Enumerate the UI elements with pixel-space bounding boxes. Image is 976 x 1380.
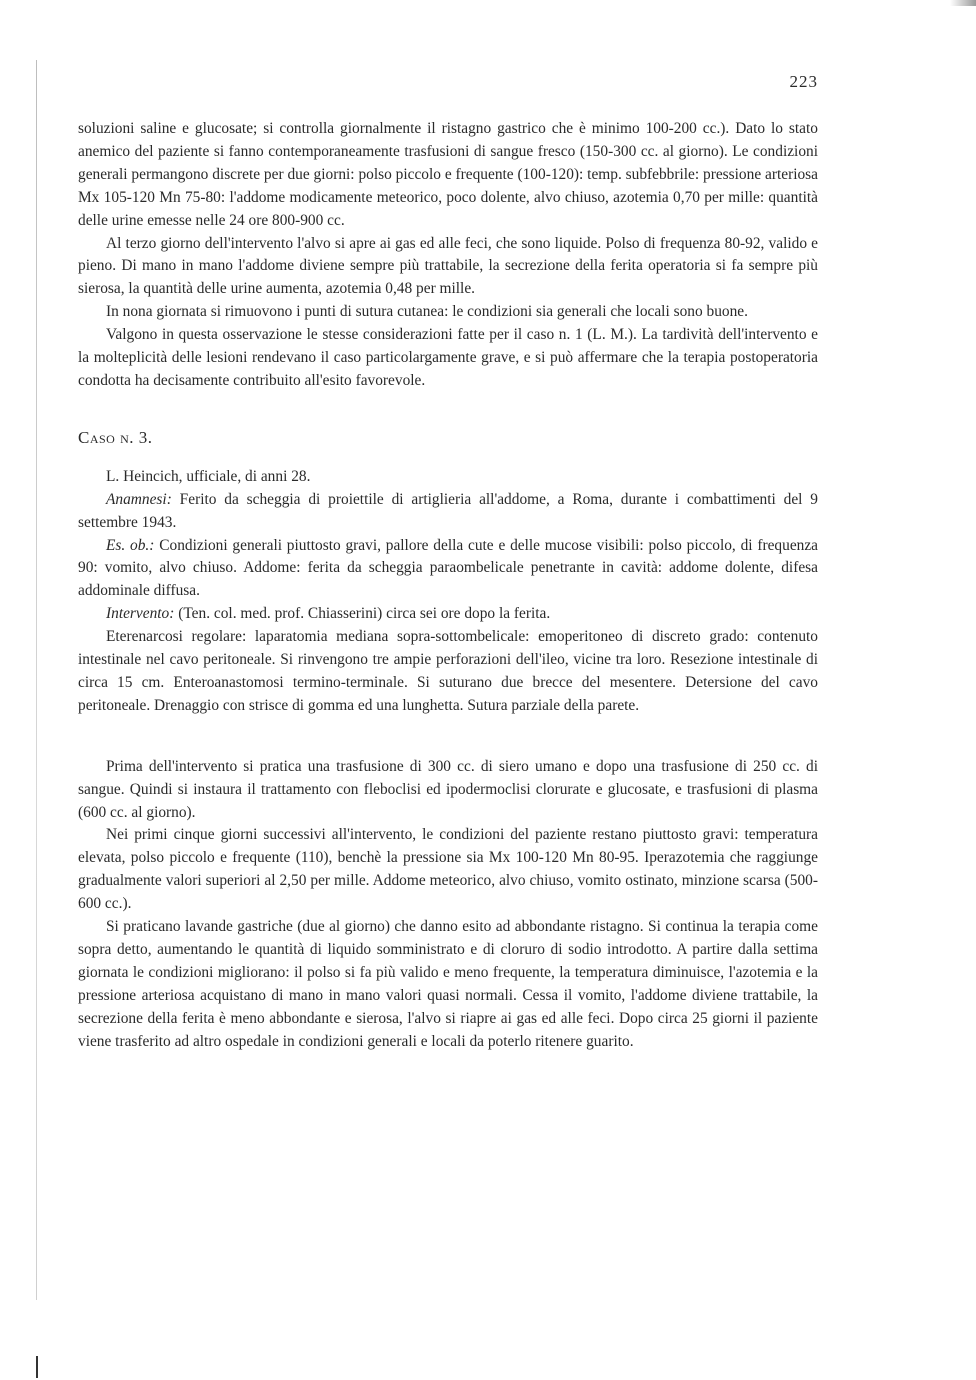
intervention-label: Intervento:: [106, 605, 175, 623]
anamnesis-paragraph: [78, 489, 818, 535]
paragraph: In nona giornata si rimuovono i punti di sutura cutanea: le condizioni sia generali che locali sono buone.: [106, 303, 748, 321]
case-heading: Caso n. 3.: [78, 427, 153, 447]
exam-label: Es. ob.:: [106, 536, 155, 554]
paragraph: Valgono in questa osservazione le stesse considerazioni fatte per il caso n. 1 (L. M.). La tardività dell'intervento e la molteplicità delle lesioni rendevano il caso particolargamente grave, e si può affermare che la terapia postoperatoria condotta ha decisamente contribuito all'esito favorevole.: [78, 326, 818, 389]
paragraph: Prima dell'intervento si pratica una trasfusione di 300 cc. di siero umano e dopo una trasfusione di 250 cc. di sangue. Quindi si instaura il trattamento con fleboclisi ed ipodermoclisi clorurate e glucosate, e trasfusioni di plasma (600 cc. al giorno).: [78, 757, 818, 821]
paragraph: Nei primi cinque giorni successivi all'intervento, le condizioni del paziente restano piuttosto gravi: temperatura elevata, polso piccolo e frequente (110), benchè la pressione sia Mx 100-120 Mn 80-95. Iperazotemia che raggiunge gradualmente valori superiori al 2,50 per mille. Addome meteorico, alvo chiuso, vomito ostinato, minzione scarsa (500-600 cc.).: [78, 826, 818, 913]
operation-paragraph: Eterenarcosi regolare: laparatomia mediana sopra-sottombelicale: emoperitoneo di discreto grado: contenuto intestinale nel cavo peritoneale. Si rinvengono tre ampie perforazioni dell'ileo, vicine tra loro. Resezione intestinale di circa 15 cm. Enteroanastomosi termino-terminale. Si suturano due brecce del mesentere. Detersione del cavo peritoneale. Drenaggio con strisce di gomma ed una lunghetta. Sutura parziale della parete.: [78, 628, 818, 714]
intervention-paragraph: [78, 603, 818, 626]
exam-text: Condizioni generali piuttosto gravi, pallore della cute e delle mucose visibili: polso piccolo, di frequenza 90: vomito, alvo chiuso. Addome: ferita da scheggia paraombelicale penetrante in cavità: addome dolente, difesa addominale diffusa.: [78, 536, 819, 600]
scan-margin-mark: [36, 1356, 38, 1378]
paragraph: soluzioni saline e glucosate; si controlla giornalmente il ristagno gastrico che è minimo 100-200 cc.). Dato lo stato anemico del paziente si fanno contemporaneamente trasfusioni di sangue fresco (150-300 cc. al giorno). Le condizioni generali permangono discrete per due giorni: polso piccolo e frequente (100-120): temp. subfebbrile: pressione arteriosa Mx 105-120 Mn 75-80: l'addome modicamente meteorico, poco dolente, alvo chiuso, azotemia 0,70 per mille: quantità delle urine emesse nelle 24 ore 800-900 cc.: [78, 120, 818, 229]
anamnesis-label: Anamnesi:: [106, 490, 172, 508]
paragraph: Si praticano lavande gastriche (due al giorno) che danno esito ad abbondante ristagno. Si continua la terapia come sopra detto, aumentando le quantità di liquido somministrato e di cloruro di sodio introdotto. A partire dalla settima giornata le condizioni migliorano: il polso si fa più valido e meno frequente, la temperatura diminuisce, l'azotemia e la pressione arteriosa acquistano di mano in mano valori quasi normali. Cessa il vomito, l'addome diviene trattabile, la secrezione della ferita è meno abbondante e sierosa, l'alvo si riapre ai gas ed alle feci. Dopo circa 25 giorni il paziente viene trasferito ad altro ospedale in condizioni generali e locali da poterlo ritenere guarito.: [78, 918, 818, 1050]
section-gap: [78, 718, 818, 756]
exam-paragraph: [78, 535, 818, 604]
paragraph: Al terzo giorno dell'intervento l'alvo si apre ai gas ed alle feci, che sono liquide. Polso di frequenza 80-92, valido e pieno. Di mano in mano l'addome diviene sempre più trattabile, la secrezione della ferita operatoria si fa sempre più sierosa, la quantità delle urine aumenta, azotemia 0,48 per mille.: [78, 234, 818, 298]
scan-margin-line: [36, 60, 37, 1300]
intervention-text: (Ten. col. med. prof. Chiasserini) circa sei ore dopo la ferita.: [174, 605, 551, 623]
anamnesis-text: Ferito da scheggia di proiettile di artiglieria all'addome, a Roma, durante i combattimenti del 9 settembre 1943.: [78, 490, 818, 531]
patient-line: L. Heincich, ufficiale, di anni 28.: [106, 467, 311, 485]
page-number: 223: [789, 72, 818, 91]
scan-corner-mark: [950, 0, 976, 6]
text-column: [78, 118, 818, 1054]
